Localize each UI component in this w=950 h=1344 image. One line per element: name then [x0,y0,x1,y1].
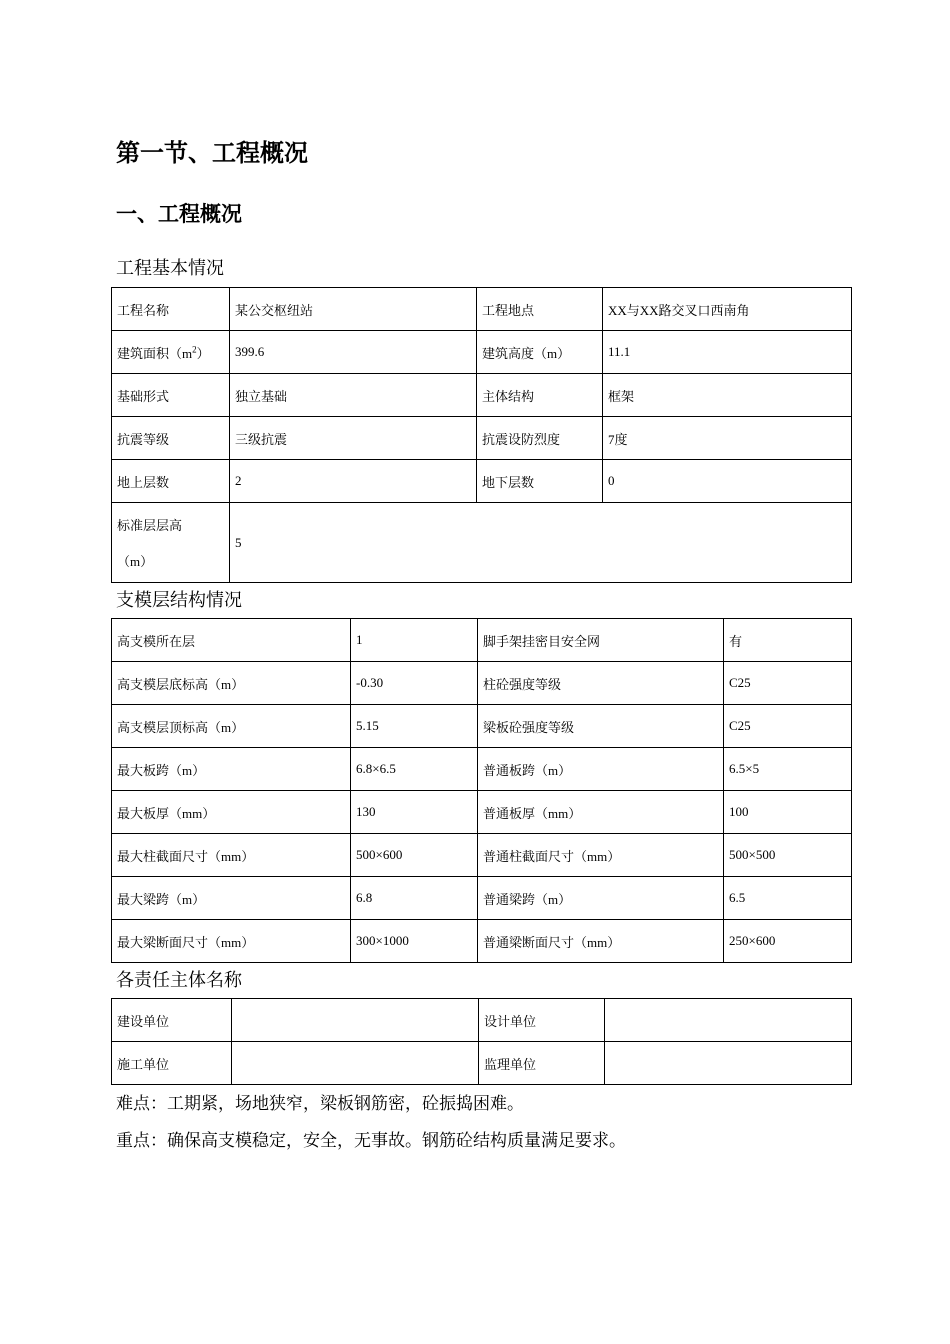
table-cell: 框架 [603,374,852,417]
table-row [112,619,852,662]
table-cell [232,1042,479,1085]
table-cell: 监理单位 [479,1042,605,1085]
table-cell: 抗震等级 [112,417,230,460]
table-cell: 高支模所在层 [112,619,351,662]
table-row [112,791,852,834]
table-cell: 最大梁跨（m） [112,877,351,920]
area-sup: 2 [192,344,197,355]
table-cell [112,503,230,583]
table-cell: 施工单位 [112,1042,232,1085]
table-row [112,1042,852,1085]
formwork-info-table [111,618,852,963]
table-cell: 高支模层顶标高（m） [112,705,351,748]
table-row [112,834,852,877]
table-cell [605,999,852,1042]
table-row [112,374,852,417]
basic-info-title: 工程基本情况 [116,258,224,279]
table-cell: 柱砼强度等级 [478,662,724,705]
page-title: 第一节、工程概况 [116,139,308,167]
table-cell: XX与XX路交叉口西南角 [603,288,852,331]
table-cell: 有 [724,619,852,662]
table-cell [605,1042,852,1085]
table-cell: 最大柱截面尺寸（mm） [112,834,351,877]
table-cell: 最大梁断面尺寸（mm） [112,920,351,963]
focus-text: 重点：确保高支模稳定，安全，无事故。钢筋砼结构质量满足要求。 [116,1131,626,1151]
table-cell: 普通板厚（mm） [478,791,724,834]
table-row [112,705,852,748]
table-cell: 6.5 [724,877,852,920]
table-cell: 三级抗震 [230,417,477,460]
table-cell: 普通柱截面尺寸（mm） [478,834,724,877]
table-row [112,288,852,331]
table-cell: 设计单位 [479,999,605,1042]
table-row [112,503,852,583]
table-cell: 399.6 [230,331,477,374]
table-cell: 梁板砼强度等级 [478,705,724,748]
parties-table [111,998,852,1085]
table-cell: 最大板厚（mm） [112,791,351,834]
table-cell: 脚手架挂密目安全网 [478,619,724,662]
floor-height-label: 标准层层高 [117,517,183,533]
table-cell: 普通梁断面尺寸（mm） [478,920,724,963]
area-suffix: ） [196,345,210,361]
floor-height-unit: （m） [117,553,154,569]
difficulty-text: 难点：工期紧，场地狭窄，梁板钢筋密，砼振捣困难。 [116,1094,524,1114]
table-cell: 250×600 [724,920,852,963]
area-label: 建筑面积（m [117,345,193,361]
table-cell: 独立基础 [230,374,477,417]
table-row [112,920,852,963]
table-row [112,748,852,791]
table-cell: 主体结构 [477,374,603,417]
table-cell: 建筑高度（m） [477,331,603,374]
table-cell: 普通板跨（m） [478,748,724,791]
table-cell: 地下层数 [477,460,603,503]
table-row [112,999,852,1042]
table-cell [112,331,230,374]
table-cell: -0.30 [351,662,478,705]
table-cell: 地上层数 [112,460,230,503]
table-cell: 1 [351,619,478,662]
table-cell: 工程名称 [112,288,230,331]
table-cell: 0 [603,460,852,503]
table-cell: 6.5×5 [724,748,852,791]
table-cell: 5 [230,503,852,583]
table-cell: 300×1000 [351,920,478,963]
table-row [112,331,852,374]
table-cell: 2 [230,460,477,503]
table-row [112,662,852,705]
table-cell: 建设单位 [112,999,232,1042]
table-cell: 500×600 [351,834,478,877]
table-cell: 抗震设防烈度 [477,417,603,460]
formwork-info-title: 支模层结构情况 [116,590,242,611]
table-cell: 130 [351,791,478,834]
table-cell: 11.1 [603,331,852,374]
basic-info-table [111,287,852,583]
table-cell: 500×500 [724,834,852,877]
table-cell: 5.15 [351,705,478,748]
table-cell: 高支模层底标高（m） [112,662,351,705]
table-cell: 100 [724,791,852,834]
table-cell: C25 [724,662,852,705]
parties-title: 各责任主体名称 [116,970,242,991]
table-cell: 6.8×6.5 [351,748,478,791]
table-row [112,877,852,920]
table-cell: 工程地点 [477,288,603,331]
section-heading: 一、工程概况 [116,202,242,226]
table-cell: C25 [724,705,852,748]
table-cell: 最大板跨（m） [112,748,351,791]
table-cell: 某公交枢纽站 [230,288,477,331]
table-cell: 普通梁跨（m） [478,877,724,920]
table-row [112,417,852,460]
table-cell: 基础形式 [112,374,230,417]
table-row [112,460,852,503]
table-cell [232,999,479,1042]
table-cell: 7度 [603,417,852,460]
table-cell: 6.8 [351,877,478,920]
